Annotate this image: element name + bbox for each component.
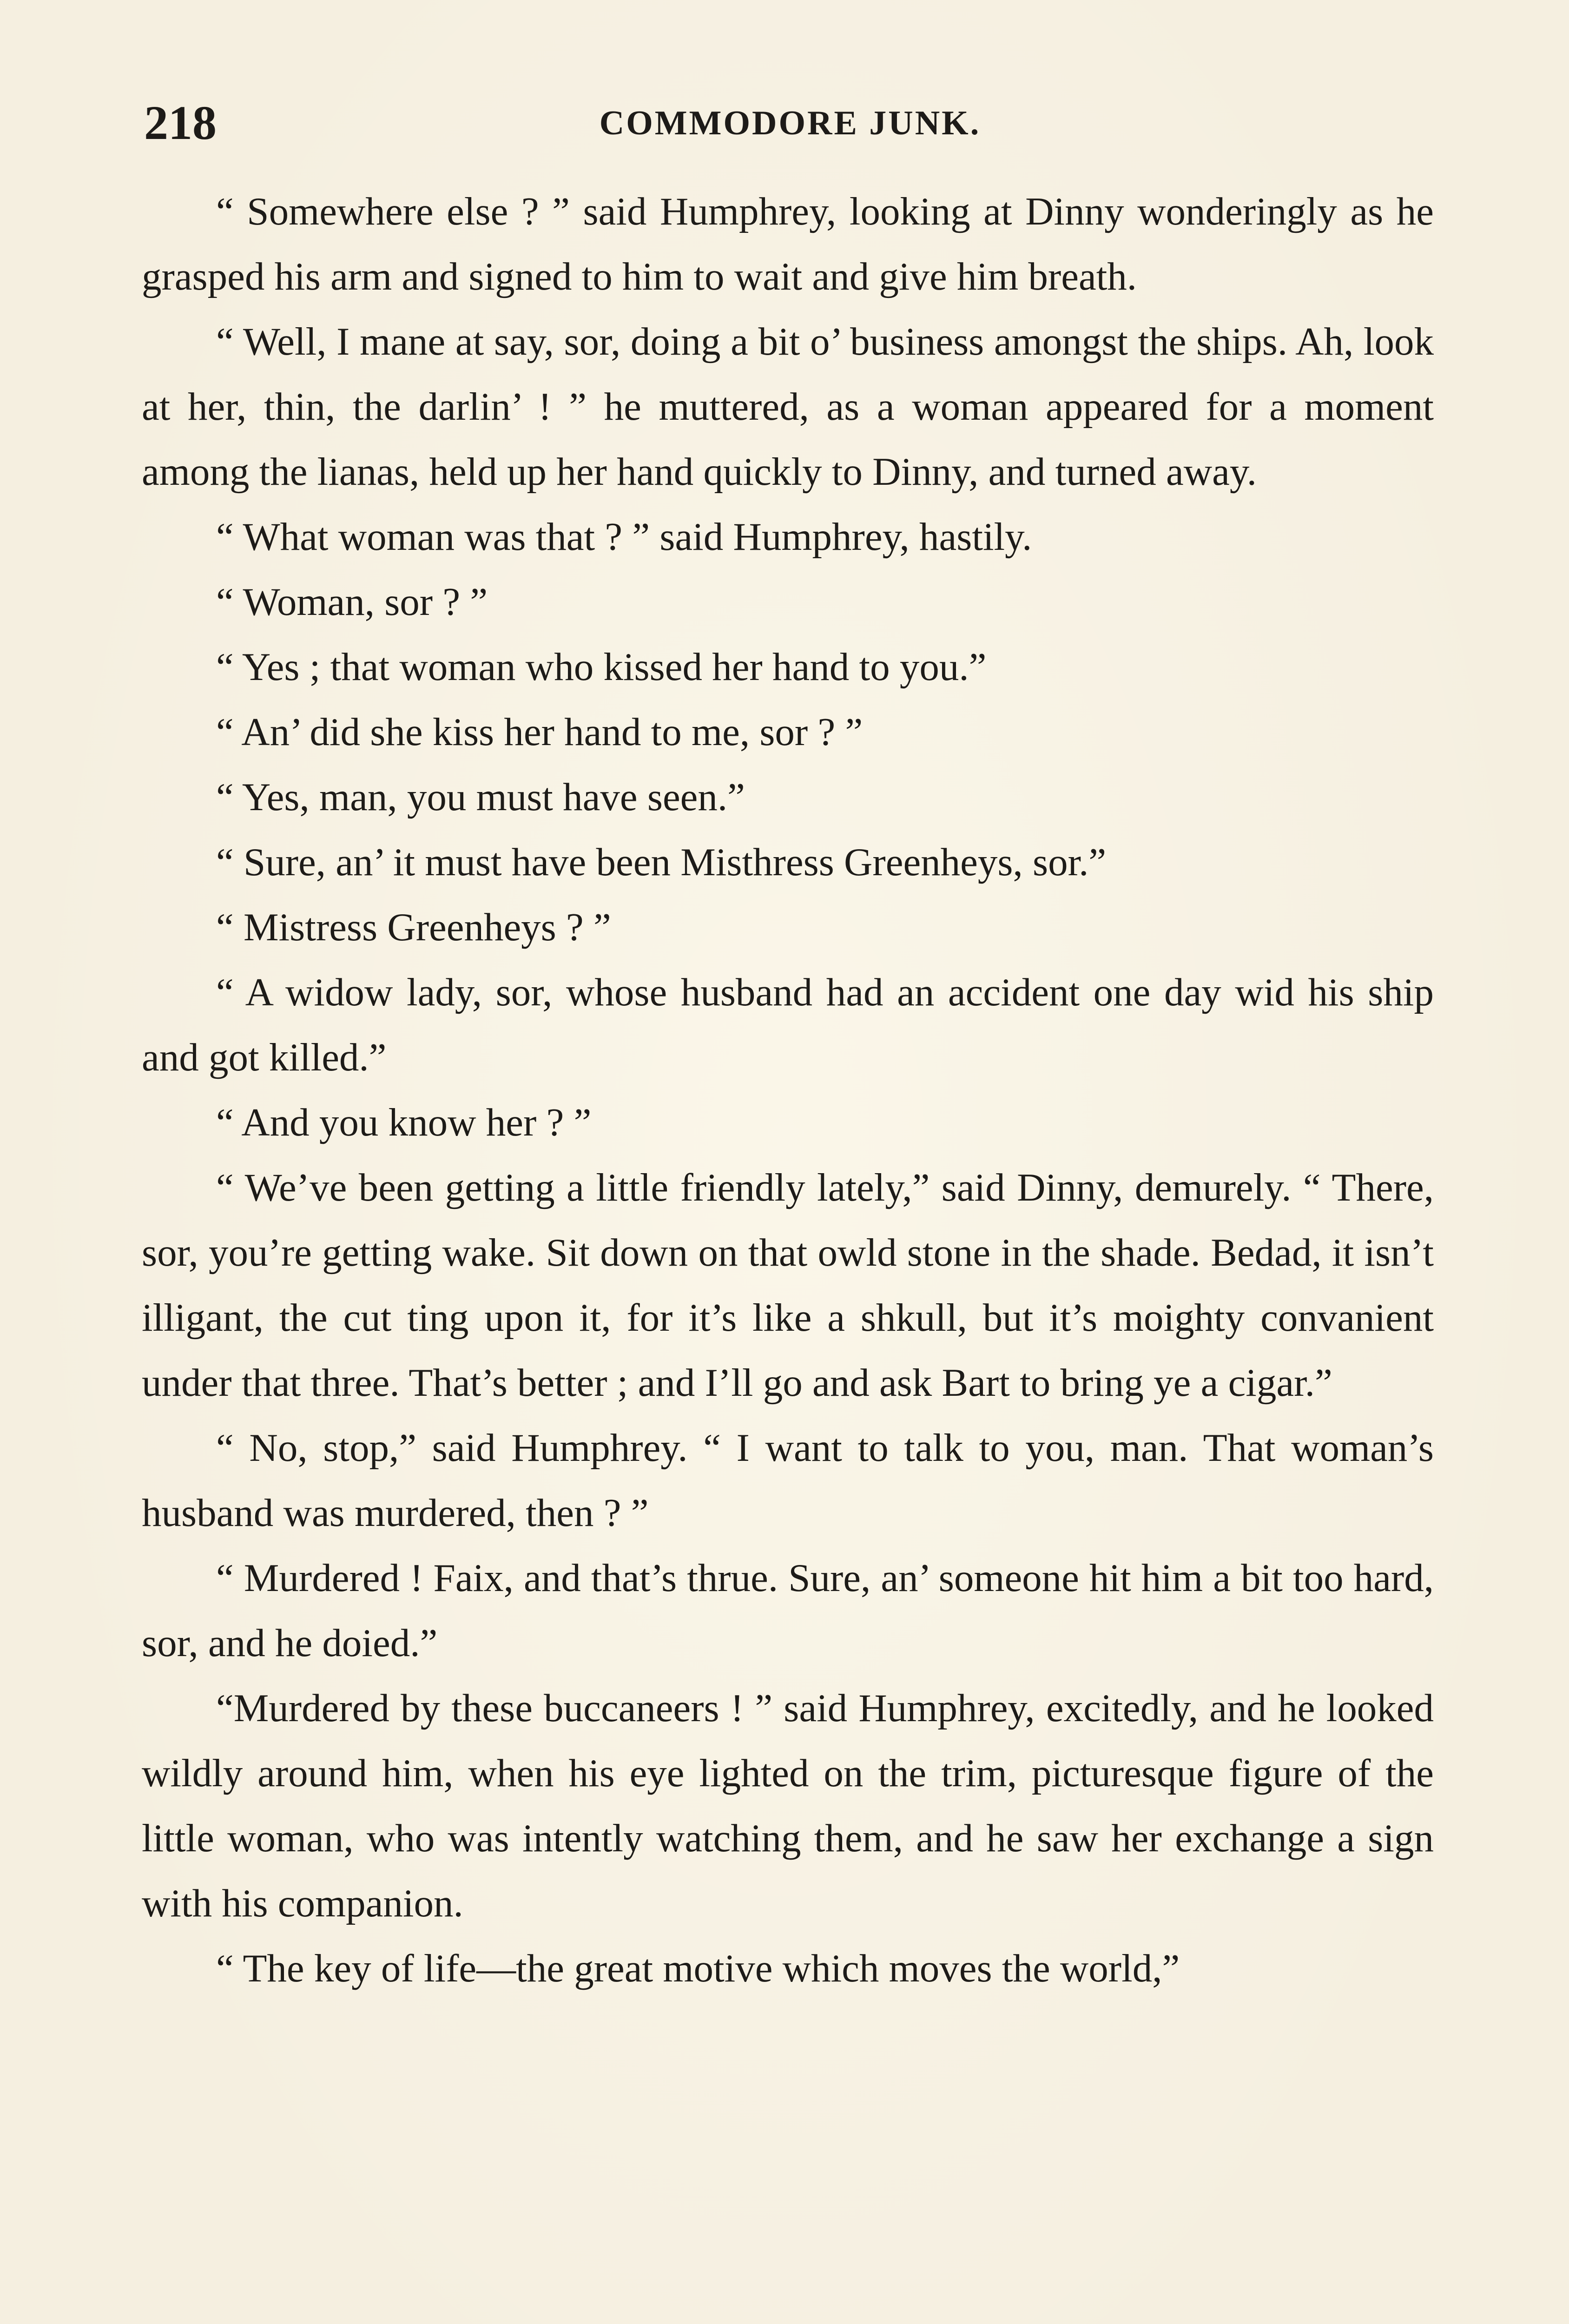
- paragraph: “ An’ did she kiss her hand to me, sor ? ”: [216, 710, 863, 754]
- paragraph: “Murdered by these buccaneers ! ” said Humphrey, excitedly, and he looked wildly around him, when his eye lighted on the trim, picturesque figure of the little woman, who was intently watching them, and he saw her exchange a sign with his companion.: [142, 1686, 1434, 1925]
- paragraph: “ Sure, an’ it must have been Misthress Greenheys, sor.”: [216, 840, 1107, 884]
- paragraph: “ A widow lady, sor, whose husband had an accident one day wid his ship and got killed.”: [142, 971, 1434, 1079]
- paragraph: “ Yes ; that woman who kissed her hand to you.”: [216, 645, 987, 689]
- paragraph: “ What woman was that ? ” said Humphrey, hastily.: [216, 515, 1032, 559]
- paragraph: “ No, stop,” said Humphrey. “ I want to talk to you, man. That woman’s husband was murdered, then ? ”: [142, 1426, 1434, 1535]
- page-header: [144, 88, 1436, 158]
- paragraph: “ Yes, man, you must have seen.”: [216, 775, 745, 819]
- paragraph: “ The key of life—the great motive which moves the world,”: [216, 1947, 1180, 1990]
- page-number: 218: [144, 96, 217, 150]
- paragraph: “ Mistress Greenheys ? ”: [216, 905, 611, 949]
- paragraph: “ Murdered ! Faix, and that’s thrue. Sure, an’ someone hit him a bit too hard, sor, and he doied.”: [142, 1556, 1434, 1665]
- paragraph: “ Well, I mane at say, sor, doing a bit o’ business amongst the ships. Ah, look at her, thin, the darlin’ ! ” he muttered, as a woman appeared for a moment among the lianas, held up her hand quickly to Dinny, and turned away.: [142, 320, 1434, 494]
- body-text: [142, 179, 1434, 2001]
- running-head: COMMODORE JUNK.: [599, 104, 981, 142]
- paragraph: “ And you know her ? ”: [216, 1101, 592, 1144]
- paragraph: “ We’ve been getting a little friendly lately,” said Dinny, demurely. “ There, sor, you’re getting wake. Sit down on that owld stone in the shade. Bedad, it isn’t illigant, the cut ting upon it, for it’s like a shkull, but it’s moighty convanient under that three. That’s better ; and I’ll go and ask Bart to bring ye a cigar.”: [142, 1166, 1434, 1405]
- paragraph: “ Woman, sor ? ”: [216, 580, 488, 624]
- paragraph: “ Somewhere else ? ” said Humphrey, looking at Dinny wonderingly as he grasped his arm and signed to him to wait and give him breath.: [142, 190, 1434, 298]
